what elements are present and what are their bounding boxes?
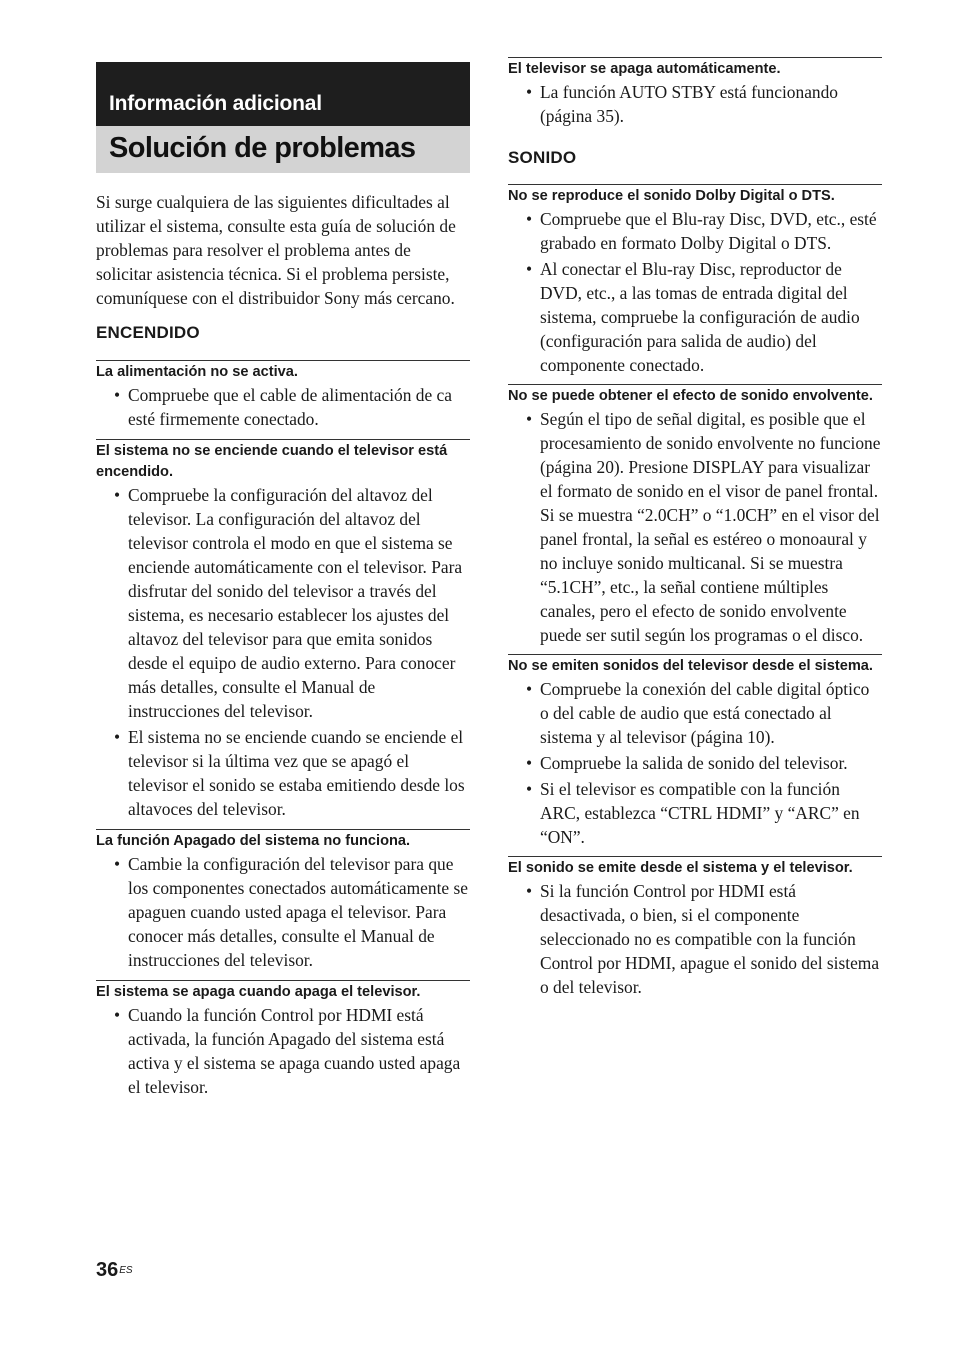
- item-heading: El sistema se apaga cuando apaga el televisor.: [96, 980, 470, 1003]
- item-heading: No se reproduce el sonido Dolby Digital o DTS.: [508, 184, 882, 207]
- bullet-item: [96, 383, 470, 431]
- item-heading: La alimentación no se activa.: [96, 360, 470, 383]
- bullet-mark: •: [526, 259, 533, 279]
- item-heading: El sonido se emite desde el sistema y el televisor.: [508, 856, 882, 879]
- bullet-mark: •: [114, 727, 121, 747]
- troubleshoot-item: [96, 439, 470, 821]
- troubleshoot-item: [96, 980, 470, 1099]
- bullet-mark: •: [114, 485, 121, 505]
- item-heading: No se puede obtener el efecto de sonido envolvente.: [508, 384, 882, 407]
- bullet-text: Compruebe que el Blu-ray Disc, DVD, etc., esté grabado en formato Dolby Digital o DTS.: [540, 209, 877, 253]
- bullet-mark: •: [526, 881, 533, 901]
- category-banner: Información adicional: [96, 62, 470, 126]
- left-column: [96, 62, 470, 1101]
- bullet-text: La función AUTO STBY está funcionando (página 35).: [540, 82, 839, 126]
- bullet-mark: •: [114, 385, 121, 405]
- bullet-item: [96, 725, 470, 821]
- bullet-list: [508, 80, 882, 128]
- bullet-list: [96, 852, 470, 972]
- bullet-item: [508, 407, 882, 647]
- bullet-text: Compruebe que el cable de alimentación de ca esté firmemente conectado.: [128, 385, 452, 429]
- item-heading: El sistema no se enciende cuando el televisor está encendido.: [96, 439, 470, 483]
- bullet-text: Al conectar el Blu-ray Disc, reproductor de DVD, etc., a las tomas de entrada digital del sistema, compruebe la configuración de audio (configuración para salida de audio) del componente conectado.: [540, 259, 860, 375]
- bullet-text: Cuando la función Control por HDMI está activada, la función Apagado del sistema está activa y el sistema se apaga cuando usted apaga el televisor.: [128, 1005, 461, 1097]
- bullet-item: [508, 80, 882, 128]
- bullet-list: [508, 879, 882, 999]
- page-title: Solución de problemas: [96, 126, 470, 173]
- sonido-items: [508, 184, 882, 999]
- troubleshoot-item: [508, 856, 882, 999]
- troubleshoot-item: [508, 384, 882, 647]
- section-title-encendido: ENCENDIDO: [96, 323, 200, 342]
- bullet-mark: •: [114, 1005, 121, 1025]
- bullet-item: [508, 207, 882, 255]
- item-heading: No se emiten sonidos del televisor desde el sistema.: [508, 654, 882, 677]
- bullet-list: [508, 407, 882, 647]
- bullet-text: Compruebe la salida de sonido del televisor.: [540, 753, 848, 773]
- section-title-sonido: SONIDO: [508, 148, 577, 167]
- bullet-item: [508, 879, 882, 999]
- troubleshoot-item: [96, 829, 470, 972]
- bullet-mark: •: [114, 854, 121, 874]
- troubleshoot-item: [508, 654, 882, 849]
- bullet-text: El sistema no se enciende cuando se enciende el televisor si la última vez que se apagó el televisor el sonido se estaba emitiendo desde los altavoces del televisor.: [128, 727, 465, 819]
- bullet-item: [96, 852, 470, 972]
- bullet-mark: •: [526, 779, 533, 799]
- bullet-text: Según el tipo de señal digital, es posible que el procesamiento de sonido envolvente no funcione (página 20). Presione DISPLAY para visualizar el formato de sonido en el visor de panel frontal. Si se muestra “2.0CH” o “1.0CH” en el visor del panel frontal, la señal es estéreo o monoaural y no incluye sonido multicanal. Si se muestra “5.1CH”, etc., la señal contiene múltiples canales, pero el efecto de sonido envolvente puede ser sutil según los programas o el disco.: [540, 409, 881, 645]
- right-column: [508, 57, 882, 1001]
- bullet-text: Si la función Control por HDMI está desactivada, o bien, si el componente seleccionado no es compatible con la función Control por HDMI, apague el sonido del sistema o del televisor.: [540, 881, 880, 997]
- bullet-list: [508, 677, 882, 849]
- page-number: [96, 1258, 133, 1282]
- bullet-item: [508, 751, 882, 775]
- bullet-mark: •: [526, 409, 533, 429]
- item-heading: La función Apagado del sistema no funciona.: [96, 829, 470, 852]
- troubleshoot-item: [508, 184, 882, 377]
- bullet-item: [508, 677, 882, 749]
- bullet-list: [96, 483, 470, 821]
- bullet-text: Compruebe la configuración del altavoz del televisor. La configuración del altavoz del televisor controla el modo en que el sistema se enciende automáticamente con el televisor. Para disfrutar del sonido del televisor a través del sistema, es necesario establecer los ajustes del altavoz del televisor para que emita sonidos desde el equipo de audio externo. Para conocer más detalles, consulte el Manual de instrucciones del televisor.: [128, 485, 463, 721]
- bullet-item: [96, 1003, 470, 1099]
- bullet-list: [96, 383, 470, 431]
- encendido-items: [96, 360, 470, 1099]
- bullet-mark: •: [526, 82, 533, 102]
- item-heading: El televisor se apaga automáticamente.: [508, 57, 882, 80]
- page-lang-suffix: ES: [119, 1265, 133, 1276]
- bullet-mark: •: [526, 209, 533, 229]
- bullet-item: [508, 257, 882, 377]
- bullet-mark: •: [526, 679, 533, 699]
- bullet-list: [508, 207, 882, 377]
- bullet-item: [96, 483, 470, 723]
- intro-paragraph: Si surge cualquiera de las siguientes dificultades al utilizar el sistema, consulte esta guía de solución de problemas para resolver el problema antes de solicitar asistencia técnica. Si el problema persiste, comuníquese con el distribuidor Sony más cercano.: [96, 192, 456, 308]
- bullet-text: Compruebe la conexión del cable digital óptico o del cable de audio que está conectado al sistema y al televisor (página 10).: [540, 679, 870, 747]
- bullet-text: Si el televisor es compatible con la función ARC, establezca “CTRL HDMI” y “ARC” en “ON”.: [540, 779, 860, 847]
- bullet-item: [508, 777, 882, 849]
- page-number-value: 36: [96, 1259, 119, 1281]
- bullet-mark: •: [526, 753, 533, 773]
- bullet-text: Cambie la configuración del televisor para que los componentes conectados automáticamente se apaguen cuando usted apaga el televisor. Para conocer más detalles, consulte el Manual de instrucciones del televisor.: [128, 854, 468, 970]
- bullet-list: [96, 1003, 470, 1099]
- troubleshoot-item: [96, 360, 470, 431]
